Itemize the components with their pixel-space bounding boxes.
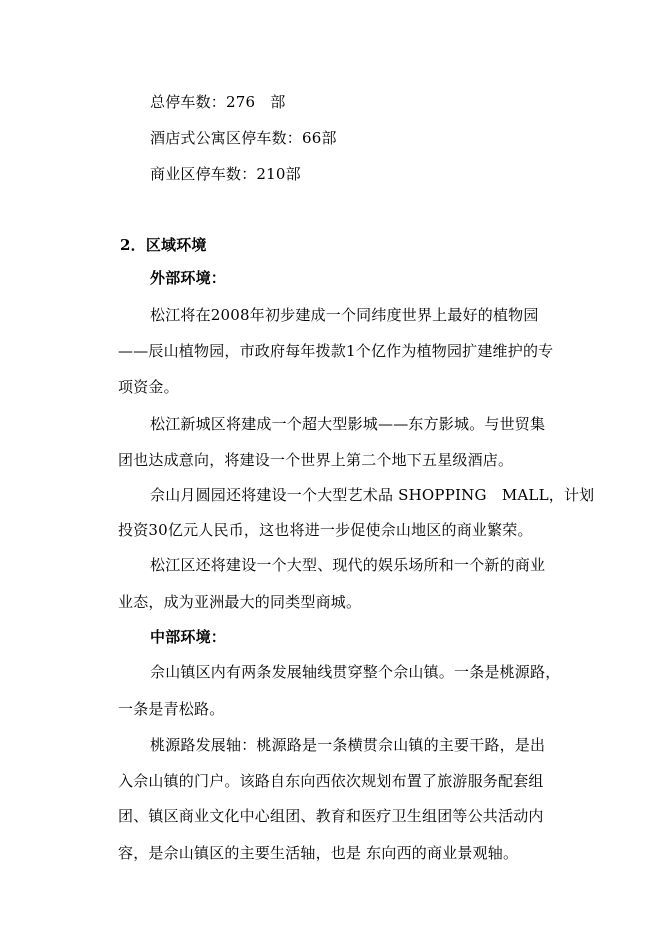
hotel-apartment-parking-line: 酒店式公寓区停车数：66部 (150, 129, 337, 147)
external-p2-line1: 松江新城区将建成一个超大型影城——东方影城。与世贸集 (150, 415, 546, 433)
middle-p1-line2: 一条是青松路。 (118, 700, 225, 718)
section-heading: 2．区域环境 (120, 236, 207, 254)
external-p3-line2: 投资30亿元人民币，这也将进一步促使佘山地区的商业繁荣。 (118, 521, 533, 539)
external-p4-line1: 松江区还将建设一个大型、现代的娱乐场所和一个新的商业 (150, 556, 546, 574)
external-p1-line2: ——辰山植物园，市政府每年拨款1个亿作为植物园扩建维护的专 (118, 342, 554, 360)
middle-p2-line4: 容，是佘山镇区的主要生活轴，也是 东向西的商业景观轴。 (118, 844, 519, 862)
middle-p2-line3: 团、镇区商业文化中心组团、教育和医疗卫生组团等公共活动内 (118, 807, 544, 825)
total-parking-line: 总停车数：276 部 (150, 93, 286, 111)
external-p3-line1: 佘山月圆园还将建设一个大型艺术品 SHOPPING MALL，计划 (150, 486, 595, 504)
external-p1-line3: 项资金。 (118, 378, 179, 396)
external-p2-line2: 团也达成意向，将建设一个世界上第二个地下五星级酒店。 (118, 451, 514, 469)
middle-env-subheading: 中部环境： (150, 628, 227, 646)
middle-p2-line1: 桃源路发展轴：桃源路是一条横贯佘山镇的主要干路，是出 (150, 736, 546, 754)
external-env-subheading: 外部环境： (150, 269, 227, 287)
external-p1-line1: 松江将在2008年初步建成一个同纬度世界上最好的植物园 (150, 306, 539, 324)
external-p4-line2: 业态，成为亚洲最大的同类型商城。 (118, 593, 362, 611)
commercial-parking-line: 商业区停车数：210部 (150, 165, 301, 183)
middle-p2-line2: 入佘山镇的门户。该路自东向西依次规划布置了旅游服务配套组 (118, 772, 544, 790)
middle-p1-line1: 佘山镇区内有两条发展轴线贯穿整个佘山镇。一条是桃源路， (150, 663, 561, 681)
